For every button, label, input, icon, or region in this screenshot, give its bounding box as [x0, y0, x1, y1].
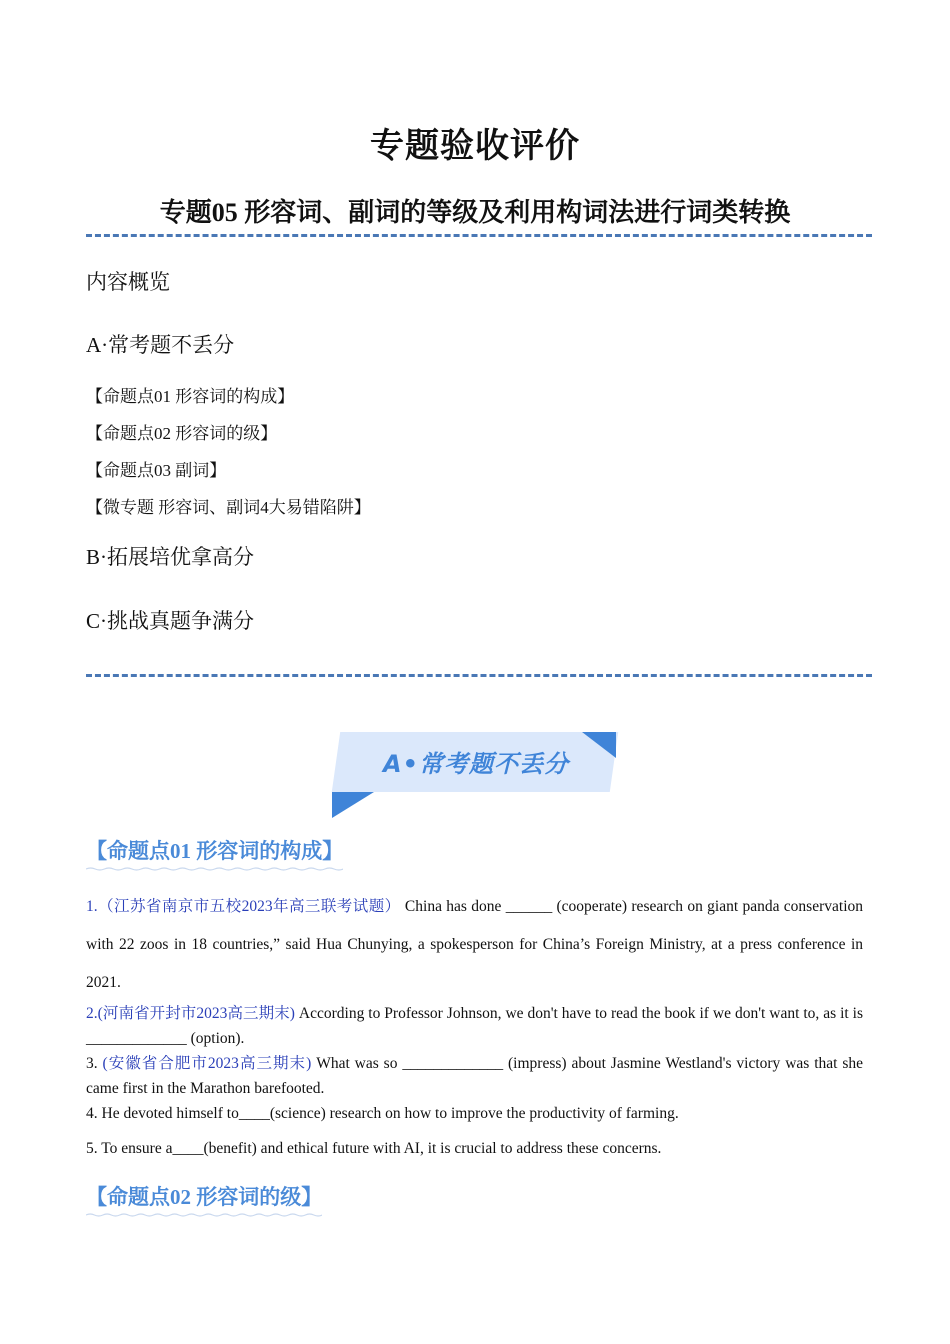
wave-underline [86, 1213, 322, 1217]
toc-section-c: C·挑战真题争满分 [86, 609, 254, 633]
question-text: China has done ______ (cooperate) research on giant panda conservation with 22 zoos in 18 countries,” said Hua Chunying, a spokesperson for China’s Foreign Ministry, at a press conference in 2021. [86, 898, 863, 991]
question-item [86, 1136, 863, 1161]
banner-corner-decoration [332, 792, 374, 818]
section-heading-text: 【命题点02 形容词的级】 [86, 1185, 323, 1209]
banner-label: A•常考题不丢分 [383, 750, 569, 778]
question-text: He devoted himself to____(science) research on how to improve the productivity of farming. [101, 1105, 679, 1122]
toc-section-a: A·常考题不丢分 [86, 333, 235, 357]
question-number: 5. [86, 1140, 102, 1157]
question-item [86, 1051, 863, 1101]
question-text: According to Professor Johnson, we don't have to read the book if we don't want to, as it is _____________ (option). [86, 1005, 864, 1047]
section-heading-text: 【命题点01 形容词的构成】 [86, 839, 344, 863]
question-number: 1. [86, 898, 98, 915]
section-heading [86, 835, 343, 869]
page-subtitle: 专题05 形容词、副词的等级及利用构词法进行词类转换 [159, 198, 791, 227]
page-title: 专题验收评价 [370, 128, 580, 165]
toc-item: 【命题点03 副词】 [86, 461, 227, 480]
toc-section-b: B·拓展培优拿高分 [86, 545, 254, 569]
divider-top [86, 234, 872, 237]
section-banner [332, 730, 620, 820]
question-text: What was so _____________ (impress) about Jasmine Westland's victory was that she came first in the Marathon barefooted. [86, 1055, 864, 1097]
question-item [86, 888, 863, 1002]
question-number: 3. [86, 1055, 103, 1072]
divider-bottom [86, 674, 872, 677]
toc-item: 【命题点01 形容词的构成】 [86, 387, 295, 406]
question-number: 4. [86, 1105, 102, 1122]
question-source: （江苏省南京市五校2023年高三联考试题） [97, 898, 401, 915]
toc-item: 【命题点02 形容词的级】 [86, 424, 278, 443]
question-item [86, 1001, 863, 1051]
section-heading [86, 1181, 322, 1215]
question-source: (安徽省合肥市2023高三期末) [102, 1055, 312, 1072]
wave-underline [86, 867, 343, 871]
question-item [86, 1101, 863, 1126]
question-number: 2. [86, 1005, 98, 1022]
question-source: (河南省开封市2023高三期末) [97, 1005, 295, 1022]
question-text: To ensure a____(benefit) and ethical future with AI, it is crucial to address these concerns. [101, 1140, 662, 1157]
toc-item: 【微专题 形容词、副词4大易错陷阱】 [86, 498, 371, 517]
toc-heading: 内容概览 [86, 270, 170, 294]
